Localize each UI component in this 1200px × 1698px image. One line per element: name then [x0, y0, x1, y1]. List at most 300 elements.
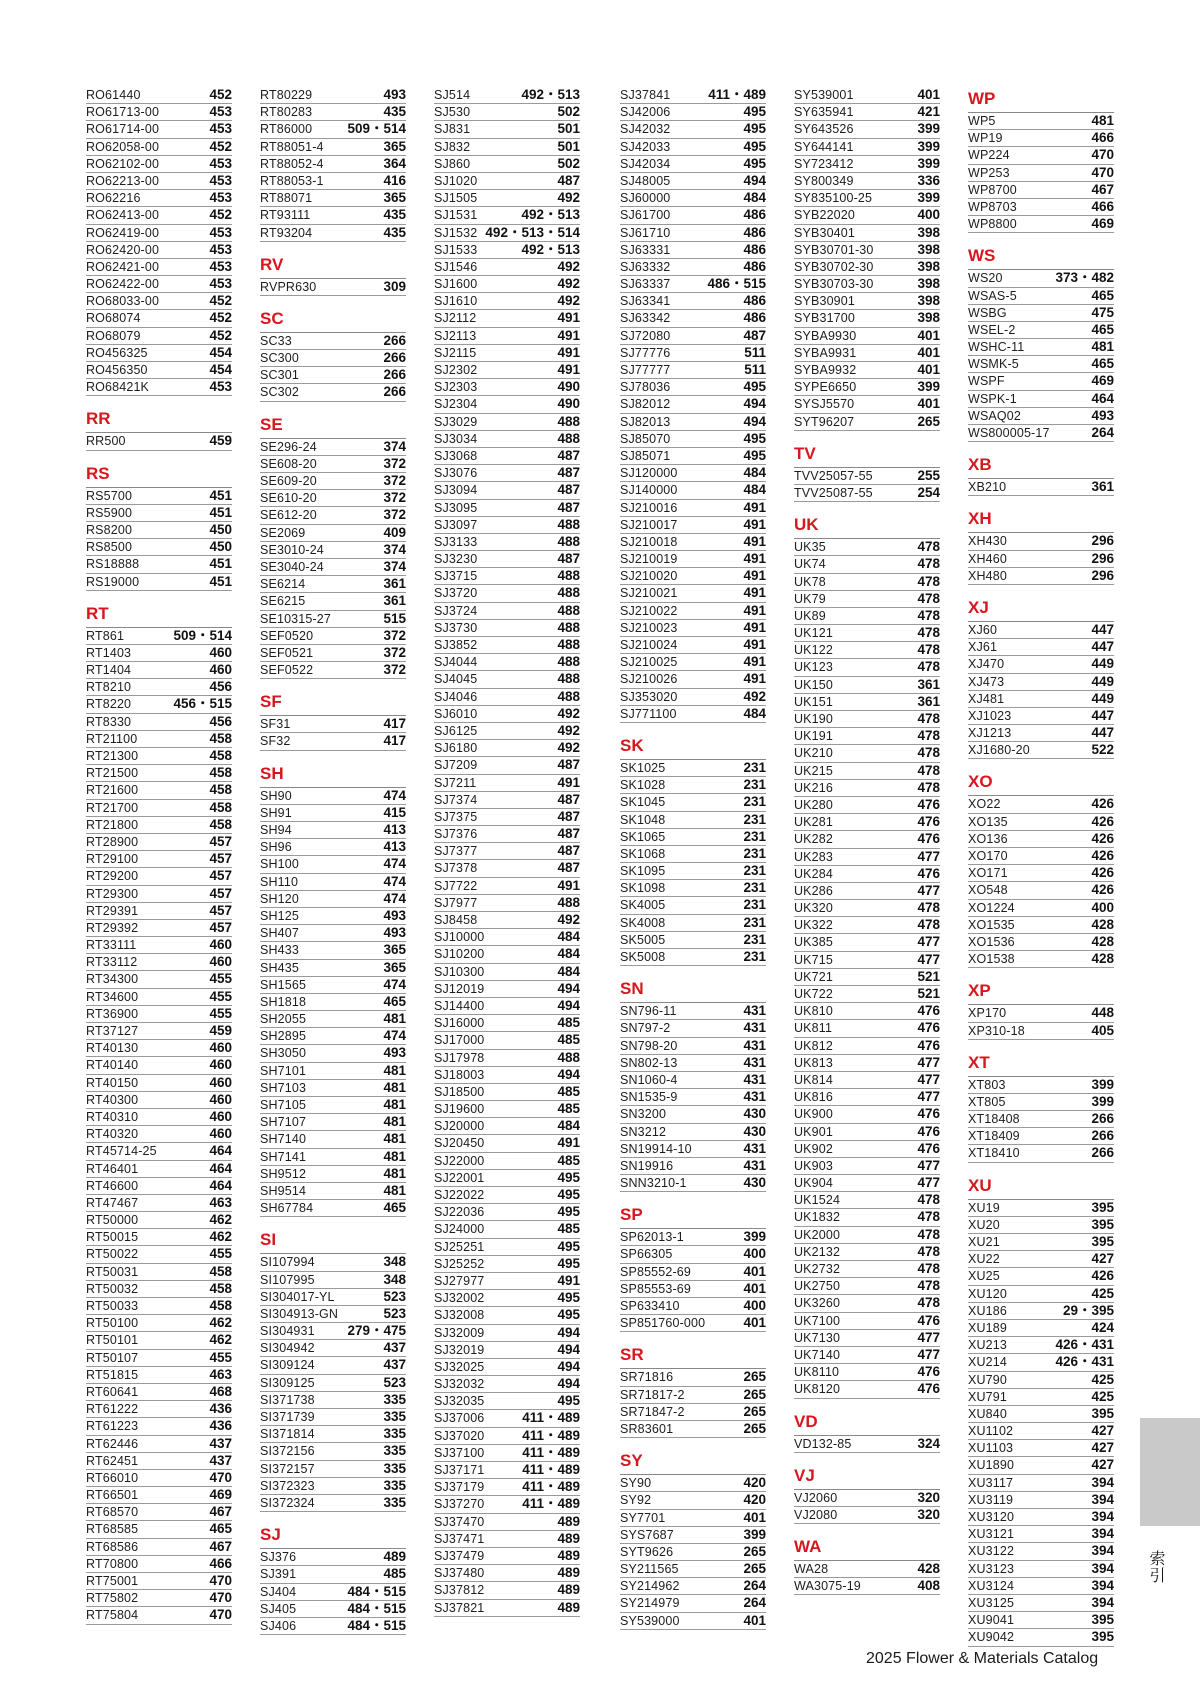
item-code: RT33111	[86, 938, 137, 953]
item-code: SK4005	[620, 898, 666, 913]
page-number: 489	[383, 1549, 406, 1565]
page-number: 491	[557, 362, 580, 377]
index-row	[968, 1595, 1114, 1612]
page-number: 427	[1091, 1440, 1114, 1456]
index-row	[794, 121, 940, 138]
item-code: WA3075-19	[794, 1579, 861, 1594]
page-number: 491	[557, 310, 580, 326]
index-row	[620, 585, 766, 602]
index-row	[794, 986, 940, 1003]
item-code: SE296-24	[260, 439, 317, 454]
page-number: 492	[557, 705, 580, 721]
item-code: SEF0521	[260, 645, 314, 660]
item-code: RO62420-00	[86, 242, 160, 257]
index-row	[968, 551, 1114, 568]
page-number: 488	[557, 533, 580, 549]
section-heading: XP	[968, 979, 1114, 1005]
page-number: 264	[743, 1578, 766, 1594]
item-code: RT61222	[86, 1402, 139, 1417]
item-code: RT93204	[260, 225, 313, 240]
page-number: 481	[383, 1148, 406, 1164]
index-row	[620, 949, 766, 966]
index-section	[620, 1449, 766, 1630]
page-number: 489	[557, 1547, 580, 1563]
item-code: SY723412	[794, 156, 854, 171]
index-row	[260, 1131, 406, 1148]
item-code: RT75802	[86, 1591, 139, 1606]
index-section	[620, 1203, 766, 1332]
item-code: SJ406	[260, 1618, 297, 1633]
page-number: 477	[917, 1089, 940, 1105]
page-number: 427	[1091, 1423, 1114, 1439]
page-number: 492	[557, 293, 580, 309]
page-number: 488	[557, 1049, 580, 1065]
item-code: SH91	[260, 805, 292, 820]
page-number: 491	[743, 499, 766, 515]
index-row	[260, 542, 406, 559]
index-row	[86, 1350, 232, 1367]
item-code: SJ3852	[434, 638, 478, 652]
index-row	[794, 1364, 940, 1381]
page-number: 485	[557, 1015, 580, 1031]
page-number: 492	[557, 722, 580, 738]
page-number: 265	[743, 1369, 766, 1385]
index-row	[434, 1462, 580, 1479]
item-code: UK811	[794, 1021, 833, 1036]
index-row	[434, 843, 580, 860]
page-number: 394	[1091, 1543, 1114, 1559]
item-code: UK150	[794, 677, 833, 692]
index-row	[794, 711, 940, 728]
index-row	[968, 1303, 1114, 1320]
item-code: SJ72080	[620, 328, 671, 343]
index-row	[434, 878, 580, 895]
index-row	[86, 662, 232, 679]
item-code: RT62446	[86, 1436, 139, 1451]
page-number: 399	[743, 1229, 766, 1245]
index-row	[794, 539, 940, 556]
page-number: 470	[1091, 147, 1114, 163]
item-code: UK216	[794, 780, 833, 795]
item-code: XJ470	[968, 657, 1005, 672]
index-row	[968, 1337, 1114, 1354]
page-number: 489	[557, 1530, 580, 1546]
index-row	[434, 637, 580, 654]
index-section	[794, 1464, 940, 1524]
index-row	[434, 998, 580, 1015]
item-code: SYPE6650	[794, 380, 857, 395]
item-code: SJ14400	[434, 998, 485, 1013]
page-number: 425	[1091, 1285, 1114, 1301]
item-code: XU1102	[968, 1424, 1014, 1439]
page-number: 264	[1091, 425, 1114, 440]
page-number: 495	[557, 1290, 580, 1306]
page-number: 476	[917, 1312, 940, 1328]
page-number: 231	[743, 811, 766, 827]
item-code: SJ16000	[434, 1016, 485, 1031]
index-row	[794, 1561, 940, 1578]
item-code: UK322	[794, 918, 833, 933]
page-number: 431	[743, 1020, 766, 1036]
page-number: 453	[209, 276, 232, 292]
page-number: 401	[917, 87, 940, 102]
item-code: RT29100	[86, 852, 139, 867]
index-column	[968, 87, 1114, 1647]
item-code: XJ481	[968, 691, 1005, 706]
item-code: SK1065	[620, 829, 666, 844]
index-row	[434, 242, 580, 259]
item-code: SJ18003	[434, 1067, 485, 1082]
page-number: 458	[209, 1263, 232, 1279]
index-row	[620, 1561, 766, 1578]
page-number: 492・513・514	[485, 224, 580, 240]
page-number: 478	[917, 659, 940, 675]
index-row	[620, 139, 766, 156]
page-number: 426	[1091, 848, 1114, 863]
index-row	[260, 1045, 406, 1062]
page-number: 454	[209, 344, 232, 360]
index-row	[260, 662, 406, 679]
index-row	[794, 745, 940, 762]
page-number: 494	[557, 1324, 580, 1340]
item-code: SE609-20	[260, 474, 317, 488]
item-code: SH3050	[260, 1046, 307, 1061]
page-number: 478	[917, 642, 940, 658]
index-row	[620, 207, 766, 224]
index-row	[794, 831, 940, 848]
index-row	[260, 1011, 406, 1028]
index-row	[86, 522, 232, 539]
index-row	[620, 1492, 766, 1509]
item-code: SJ3715	[434, 569, 478, 584]
item-code: SJ22036	[434, 1205, 485, 1220]
page-number: 481	[383, 1062, 406, 1078]
page-number: 487	[557, 447, 580, 463]
item-code: XU9041	[968, 1613, 1015, 1628]
item-code: RT50101	[86, 1333, 139, 1348]
index-row	[86, 1178, 232, 1195]
item-code: SY643526	[794, 122, 854, 137]
index-row	[620, 482, 766, 499]
index-row	[260, 856, 406, 873]
page-number: 466	[209, 1555, 232, 1571]
index-section	[86, 602, 232, 1625]
item-code: RT45714-25	[86, 1144, 157, 1159]
page-number: 467	[209, 1538, 232, 1554]
item-code: RT80229	[260, 88, 313, 102]
item-code: SC302	[260, 385, 299, 400]
item-code: SJ404	[260, 1584, 297, 1599]
item-code: SI372324	[260, 1495, 315, 1510]
item-code: RO62421-00	[86, 259, 160, 274]
index-row	[794, 1175, 940, 1192]
page-number: 478	[917, 1226, 940, 1242]
item-code: RT21300	[86, 749, 139, 763]
page-number: 365	[383, 190, 406, 206]
index-row	[620, 1510, 766, 1527]
item-code: XB210	[968, 480, 1007, 495]
index-section	[794, 442, 940, 502]
item-code: WA28	[794, 1562, 829, 1577]
index-column	[434, 87, 580, 1617]
page-number: 491	[743, 637, 766, 652]
page-number: 492・513	[521, 87, 580, 102]
page-number: 478	[917, 539, 940, 555]
item-code: VJ2080	[794, 1507, 838, 1522]
page-number: 458	[209, 1280, 232, 1296]
index-row	[260, 1495, 406, 1512]
page-number: 409	[383, 524, 406, 540]
item-code: XJ60	[968, 622, 998, 637]
page-number: 478	[917, 900, 940, 916]
item-code: XT18410	[968, 1146, 1020, 1161]
page-number: 474	[383, 1028, 406, 1044]
index-row	[86, 679, 232, 696]
index-row	[86, 505, 232, 522]
page-number: 477	[917, 1329, 940, 1345]
page-number: 320	[917, 1506, 940, 1522]
page-number: 494	[557, 1376, 580, 1392]
index-row	[434, 431, 580, 448]
page-number: 495	[743, 379, 766, 395]
page-number: 488	[557, 688, 580, 704]
page-number: 467	[1091, 181, 1114, 197]
item-code: SJ1020	[434, 173, 478, 188]
index-row	[86, 207, 232, 224]
index-row	[86, 1384, 232, 1401]
page-number: 400	[743, 1298, 766, 1313]
page-number: 459	[209, 433, 232, 449]
item-code: SJ27977	[434, 1273, 485, 1288]
item-code: RO61440	[86, 88, 141, 102]
section-heading: RR	[86, 407, 232, 433]
item-code: UK210	[794, 746, 833, 761]
index-row	[620, 654, 766, 671]
page-number: 455	[209, 1246, 232, 1262]
item-code: SK5008	[620, 950, 666, 964]
item-code: SI107995	[260, 1272, 315, 1287]
item-code: SYB30701-30	[794, 242, 874, 257]
index-row	[86, 156, 232, 173]
item-code: SJ77777	[620, 363, 671, 377]
index-row	[260, 1097, 406, 1114]
page-number: 484	[743, 482, 766, 498]
page-number: 265	[743, 1543, 766, 1559]
item-code: RT34600	[86, 989, 139, 1004]
index-row	[968, 147, 1114, 164]
index-row	[434, 276, 580, 293]
page-number: 231	[743, 845, 766, 861]
item-code: WP19	[968, 131, 1003, 146]
item-code: RT1404	[86, 663, 132, 678]
page-number: 231	[743, 931, 766, 947]
item-code: RS8500	[86, 540, 133, 555]
index-row	[434, 551, 580, 568]
index-section	[86, 407, 232, 450]
item-code: SR71847-2	[620, 1404, 685, 1419]
index-row	[620, 1055, 766, 1072]
item-code: RT8330	[86, 714, 132, 729]
index-row	[434, 895, 580, 912]
index-row	[260, 490, 406, 507]
item-code: UK904	[794, 1176, 833, 1191]
page-number: 394	[1091, 1509, 1114, 1524]
page-number: 398	[917, 258, 940, 274]
item-code: WSHC-11	[968, 340, 1025, 355]
page-number: 457	[209, 902, 232, 918]
page-number: 374	[383, 541, 406, 557]
index-section	[794, 1410, 940, 1453]
page-number: 491	[557, 1135, 580, 1151]
page-number: 481	[383, 1079, 406, 1095]
page-number: 485	[383, 1566, 406, 1582]
index-row	[86, 539, 232, 556]
page-number: 399	[743, 1526, 766, 1542]
item-code: XO135	[968, 814, 1008, 829]
index-row	[434, 1221, 580, 1238]
index-row	[260, 525, 406, 542]
index-row	[260, 1080, 406, 1097]
item-code: SH2055	[260, 1012, 307, 1027]
page-number: 335	[383, 1391, 406, 1407]
index-row	[794, 139, 940, 156]
item-code: XU214	[968, 1355, 1007, 1370]
page-number: 488	[557, 894, 580, 910]
page-number: 485	[557, 1221, 580, 1237]
item-code: UK8120	[794, 1382, 841, 1397]
index-row	[260, 559, 406, 576]
page-number: 372	[383, 455, 406, 471]
page-number: 296	[1091, 550, 1114, 566]
page-number: 477	[917, 934, 940, 950]
index-row	[86, 817, 232, 834]
index-row	[620, 1369, 766, 1386]
index-row	[968, 814, 1114, 831]
index-row	[86, 1229, 232, 1246]
page-number: 509・514	[347, 121, 406, 137]
page-number: 452	[209, 310, 232, 326]
index-row	[968, 373, 1114, 390]
index-row	[620, 534, 766, 551]
item-code: UK215	[794, 763, 833, 778]
index-row	[968, 1200, 1114, 1217]
item-code: SJ3730	[434, 620, 478, 635]
index-row	[968, 1005, 1114, 1022]
item-code: SJ3034	[434, 431, 478, 446]
item-code: SJ3029	[434, 414, 478, 429]
item-code: RT88051-4	[260, 139, 324, 154]
item-code: SJ6010	[434, 706, 478, 721]
item-code: SJ24000	[434, 1222, 485, 1237]
item-code: SYB30901	[794, 294, 855, 309]
page-number: 426	[1091, 1268, 1114, 1284]
index-row	[968, 1629, 1114, 1646]
page-number: 491	[743, 568, 766, 584]
index-section	[260, 307, 406, 402]
page-number: 335	[383, 1409, 406, 1424]
item-code: SY835100-25	[794, 191, 873, 206]
item-code: SJ63342	[620, 311, 671, 326]
index-row	[86, 834, 232, 851]
item-code: SJ10200	[434, 947, 485, 962]
index-row	[260, 439, 406, 456]
page-number: 266	[383, 350, 406, 366]
page-number: 401	[743, 1315, 766, 1331]
page-number: 231	[743, 914, 766, 930]
page-number: 425	[1091, 1388, 1114, 1404]
item-code: SE2069	[260, 525, 306, 540]
index-row	[86, 1264, 232, 1281]
page-number: 420	[743, 1475, 766, 1491]
item-code: SI304942	[260, 1341, 315, 1356]
item-code: UK902	[794, 1141, 833, 1156]
page-number: 495	[557, 1204, 580, 1220]
index-row	[86, 954, 232, 971]
page-number: 488	[557, 413, 580, 429]
index-row	[86, 139, 232, 156]
page-number: 476	[917, 814, 940, 830]
index-row	[968, 216, 1114, 233]
page-number: 501	[557, 138, 580, 154]
index-row	[260, 207, 406, 224]
item-code: XP170	[968, 1006, 1007, 1021]
index-row	[794, 293, 940, 310]
page-number: 494	[557, 1358, 580, 1374]
item-code: UK283	[794, 849, 833, 864]
page-number: 361	[1091, 479, 1114, 495]
item-code: UK903	[794, 1158, 833, 1173]
page-number: 458	[209, 782, 232, 798]
index-row	[86, 1126, 232, 1143]
page-number: 465	[1091, 321, 1114, 337]
page-number: 395	[1091, 1216, 1114, 1232]
item-code: SH435	[260, 960, 299, 975]
page-number: 487	[557, 482, 580, 498]
index-row	[260, 1149, 406, 1166]
index-row	[968, 408, 1114, 425]
index-row	[260, 891, 406, 908]
item-code: SJ37171	[434, 1463, 485, 1477]
page-number: 453	[209, 190, 232, 206]
index-row	[620, 932, 766, 949]
page-number: 489	[557, 1582, 580, 1598]
index-row	[260, 925, 406, 942]
item-code: RT75001	[86, 1574, 139, 1588]
item-code: SK1095	[620, 864, 666, 879]
index-row	[260, 1272, 406, 1289]
index-row	[434, 654, 580, 671]
page-number: 478	[917, 625, 940, 641]
page-number: 477	[917, 882, 940, 898]
index-row	[260, 156, 406, 173]
index-row	[794, 276, 940, 293]
index-row	[968, 1423, 1114, 1440]
page-number: 452	[209, 207, 232, 223]
page-number: 231	[743, 897, 766, 913]
page-number: 491	[743, 671, 766, 687]
index-row	[620, 310, 766, 327]
page-number: 492	[557, 276, 580, 292]
index-row	[434, 225, 580, 242]
page-number: 478	[917, 1192, 940, 1208]
index-row	[86, 971, 232, 988]
item-code: SC33	[260, 333, 292, 348]
item-code: SJ32019	[434, 1342, 485, 1357]
item-code: UK814	[794, 1072, 833, 1087]
index-section	[968, 244, 1114, 442]
item-code: RS18888	[86, 557, 140, 572]
index-row	[794, 414, 940, 431]
